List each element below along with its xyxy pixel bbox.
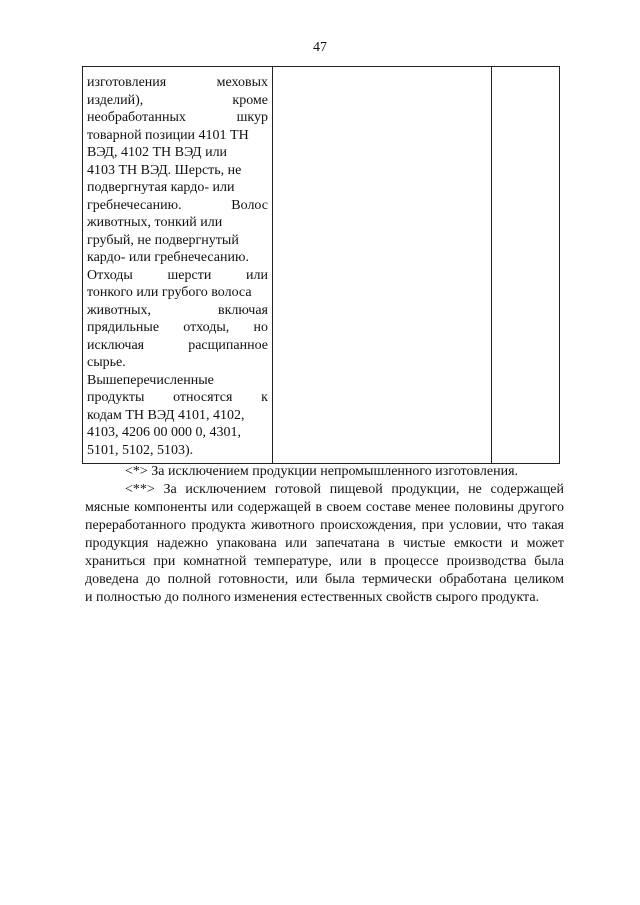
footnote-1: <*> За исключением продукции непромышленного изготовления.	[125, 464, 519, 479]
footnote-line: доведена до полной готовности, или была термически обработана целиком	[85, 572, 564, 587]
cell-line	[87, 92, 268, 110]
page-number: 47	[313, 40, 327, 55]
product-table	[82, 66, 560, 464]
cell-word: Отходы	[87, 267, 133, 283]
cell-word: сырье.	[87, 355, 126, 370]
cell-word: включая	[217, 302, 268, 318]
cell-line	[87, 232, 268, 250]
cell-word: Волос	[231, 197, 268, 213]
table-row	[83, 67, 560, 464]
cell-word: кодам ТН ВЭД 4101, 4102,	[87, 407, 245, 423]
cell-line	[87, 302, 268, 320]
cell-line	[87, 337, 268, 355]
cell-word: изделий),	[87, 92, 144, 108]
footnote-line: мясные компоненты или содержащей в своем составе менее половины другого	[85, 500, 564, 515]
cell-line	[87, 424, 268, 442]
cell-word: или	[246, 267, 268, 283]
cell-line	[87, 144, 268, 162]
cell-word: гребнечесанию.	[87, 197, 182, 213]
cell-word: исключая	[87, 337, 145, 353]
cell-line	[87, 127, 268, 145]
cell-word: грубый, не подвергнутый	[87, 232, 239, 248]
footnote-line: продукция надежно упакована или запечатана в чистые емкости и может	[85, 536, 564, 551]
cell-word: продукты	[87, 390, 145, 405]
cell-line	[87, 249, 268, 267]
table-cell-empty-2	[273, 67, 492, 464]
cell-word: кардо- или гребнечесанию.	[87, 250, 249, 265]
table-cell-description	[83, 67, 273, 464]
cell-word: расщипанное	[188, 337, 268, 353]
cell-line	[87, 109, 268, 127]
cell-word: необработанных	[87, 110, 186, 125]
cell-line	[87, 179, 268, 197]
cell-3-text	[492, 67, 559, 78]
cell-word: животных, тонкий или	[87, 215, 223, 230]
cell-line	[87, 74, 268, 92]
cell-word: относятся	[173, 390, 233, 405]
footnote-line: переработанного продукта животного происхождения, при условии, что такая	[85, 518, 564, 533]
table-cell-empty-3	[492, 67, 560, 464]
cell-line	[87, 267, 268, 285]
footnote-line: <**> За исключением готовой пищевой продукции, не содержащей	[125, 482, 564, 497]
cell-line	[87, 389, 268, 407]
cell-word: но	[253, 320, 268, 335]
cell-word: животных,	[87, 302, 152, 318]
cell-word: отходы,	[183, 320, 230, 335]
cell-word: ВЭД, 4102 ТН ВЭД или	[87, 145, 228, 160]
footnotes	[85, 463, 564, 607]
cell-word: 4103, 4206 00 000 0, 4301,	[87, 425, 241, 440]
cell-line	[87, 284, 268, 302]
cell-word: подвергнутая кардо- или	[87, 180, 235, 195]
cell-word: изготовления	[87, 75, 167, 90]
footnote-line: и полностью до полного изменения естественных свойств сырого продукта.	[85, 590, 540, 605]
cell-word: меховых	[216, 75, 268, 90]
cell-line	[87, 319, 268, 337]
cell-line	[87, 197, 268, 215]
cell-word: к	[261, 390, 268, 405]
cell-line	[87, 162, 268, 180]
cell-word: товарной позиции 4101 ТН	[87, 127, 249, 143]
cell-line	[87, 442, 268, 460]
cell-word: тонкого или грубого волоса	[87, 285, 252, 300]
cell-word: Вышеперечисленные	[87, 372, 214, 388]
cell-word: 5101, 5102, 5103).	[87, 442, 194, 458]
cell-line	[87, 372, 268, 390]
cell-2-text	[273, 67, 491, 78]
cell-line	[87, 407, 268, 425]
cell-word: 4103 ТН ВЭД. Шерсть, не	[87, 162, 242, 178]
cell-word: прядильные	[87, 320, 160, 335]
cell-word: шерсти	[167, 267, 212, 283]
cell-word: кроме	[232, 92, 268, 108]
cell-line	[87, 354, 268, 372]
cell-word: шкур	[236, 110, 268, 125]
footnote-line: храниться при комнатной температуре, или в процессе производства была	[85, 554, 564, 569]
cell-line	[87, 214, 268, 232]
cell-description-text	[83, 67, 272, 463]
footnote-2	[85, 481, 564, 607]
